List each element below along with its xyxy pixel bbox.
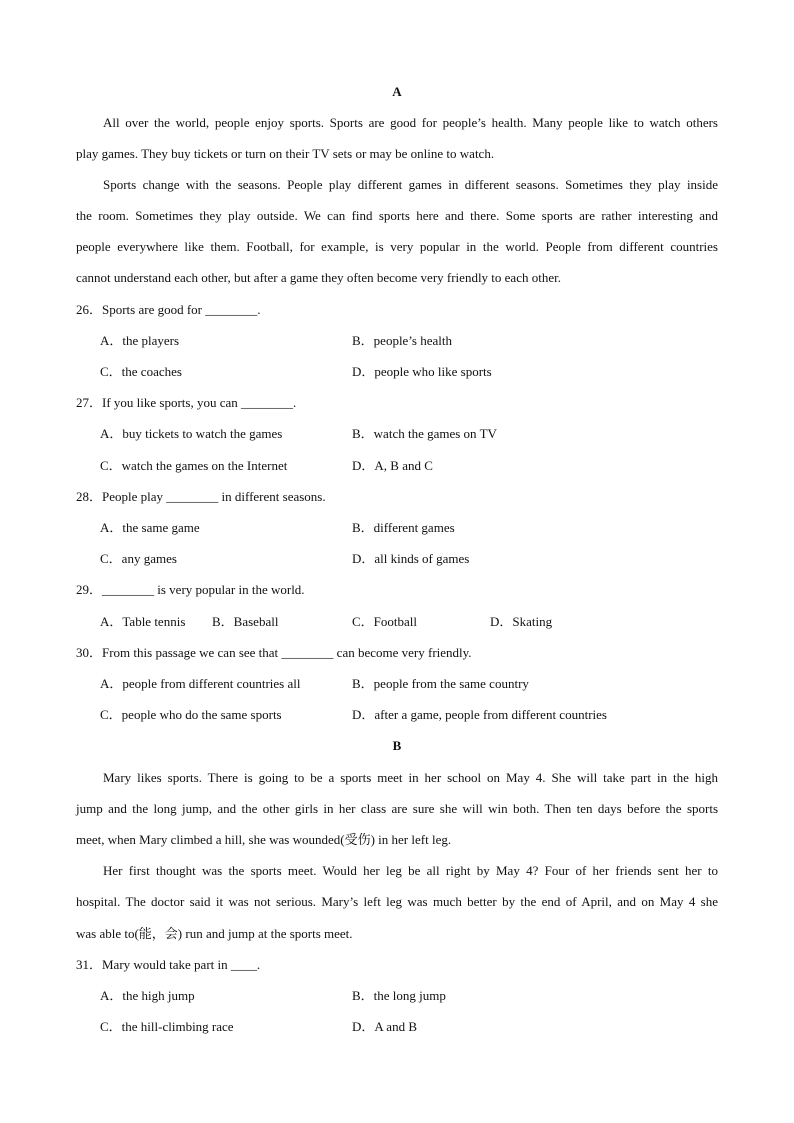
option-a[interactable]: A．Table tennis (100, 614, 186, 629)
option-d[interactable]: D．after a game, people from different countries (352, 707, 607, 722)
option-a[interactable]: A．the players (100, 333, 180, 348)
question-28-stem: 28．People play ________ in different seasons. (76, 489, 326, 504)
passage-b-line: jump and the long jump, and the other girls in her class are sure she will win both. Then ten days before the sports (76, 801, 718, 816)
option-c[interactable]: C．the hill-climbing race (100, 1019, 234, 1034)
option-c[interactable]: C．people who do the same sports (100, 707, 282, 722)
passage-a-line: cannot understand each other, but after a game they often become very friendly to each other. (76, 270, 561, 285)
option-b[interactable]: B．the long jump (352, 988, 446, 1003)
option-c[interactable]: C．Football (352, 614, 418, 629)
option-a[interactable]: A．people from different countries all (100, 676, 301, 691)
passage-a-line: people everywhere like them. Football, for example, is very popular in the world. People from different countries (76, 239, 718, 254)
option-b[interactable]: B．different games (352, 520, 455, 535)
option-c[interactable]: C．watch the games on the Internet (100, 458, 288, 473)
option-d[interactable]: D．people who like sports (352, 364, 492, 379)
passage-a-line: All over the world, people enjoy sports. Sports are good for people’s health. Many people like to watch others (103, 115, 718, 130)
question-29-stem: 29．________ is very popular in the world. (76, 582, 305, 597)
option-b[interactable]: B．Baseball (212, 614, 279, 629)
option-b[interactable]: B．people’s health (352, 333, 453, 348)
option-c[interactable]: C．any games (100, 551, 177, 566)
passage-a-line: Sports change with the seasons. People play different games in different seasons. Sometimes they play inside (103, 177, 718, 192)
option-a[interactable]: A．the high jump (100, 988, 195, 1003)
passage-b-line: Mary likes sports. There is going to be a sports meet in her school on May 4. She will take part in the high (103, 770, 718, 785)
passage-b-line: Her first thought was the sports meet. Would her leg be all right by May 4? Four of her friends sent her to (103, 863, 718, 878)
question-26-stem: 26．Sports are good for ________. (76, 302, 261, 317)
option-c[interactable]: C．the coaches (100, 364, 182, 379)
passage-a-line: the room. Sometimes they play outside. We can find sports here and there. Some sports are rather interesting and (76, 208, 718, 223)
option-d[interactable]: D．A and B (352, 1019, 418, 1034)
option-a[interactable]: A．the same game (100, 520, 200, 535)
section-a-heading: A (392, 84, 402, 99)
option-a[interactable]: A．buy tickets to watch the games (100, 426, 283, 441)
passage-b-line: was able to(能，会) run and jump at the sports meet. (76, 926, 353, 941)
option-b[interactable]: B．people from the same country (352, 676, 529, 691)
option-d[interactable]: D．all kinds of games (352, 551, 470, 566)
option-d[interactable]: D．A, B and C (352, 458, 433, 473)
passage-b-line: meet, when Mary climbed a hill, she was wounded(受伤) in her left leg. (76, 832, 452, 847)
option-b[interactable]: B．watch the games on TV (352, 426, 497, 441)
question-27-stem: 27．If you like sports, you can ________. (76, 395, 297, 410)
section-b-heading: B (392, 738, 402, 753)
passage-a-line: play games. They buy tickets or turn on their TV sets or may be online to watch. (76, 146, 495, 161)
question-30-stem: 30．From this passage we can see that ________ can become very friendly. (76, 645, 472, 660)
option-d[interactable]: D．Skating (490, 614, 553, 629)
question-31-stem: 31．Mary would take part in ____. (76, 957, 261, 972)
passage-b-line: hospital. The doctor said it was not serious. Mary’s left leg was much better by the end of April, and on May 4 she (76, 894, 718, 909)
